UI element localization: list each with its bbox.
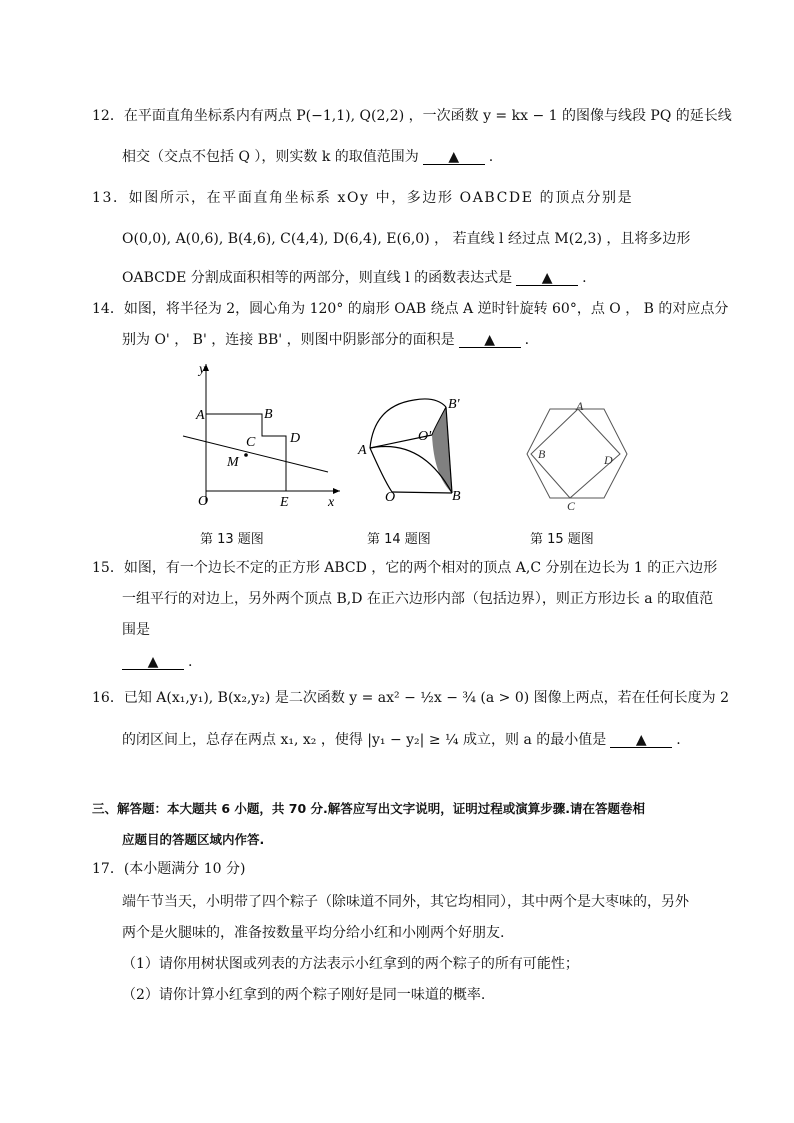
fig15-label-D: D <box>604 453 613 467</box>
q16-answer-blank[interactable]: ▲ <box>610 733 672 748</box>
section3-heading-cont: 应题目的答题区域内作答. <box>122 832 265 847</box>
q12-line2-text: 相交（交点不包括 Q ），则实数 k 的取值范围为 <box>122 149 419 165</box>
fig14-label-B: B <box>452 489 461 504</box>
q16-line2-text: 的闭区间上，总存在两点 x₁, x₂ ，使得 |y₁ − y₂| ≥ ¼ 成立，则 a 的最小值是 <box>122 732 607 748</box>
q12-answer-blank[interactable]: ▲ <box>423 150 485 165</box>
fig13-caption: 第 13 题图 <box>200 532 264 547</box>
fig13-label-M: M <box>227 455 239 470</box>
q16-line2 <box>122 731 681 749</box>
fig13-label-y: y <box>199 362 206 377</box>
q13-line3-text: OABCDE 分割成面积相等的两部分，则直线 l 的函数表达式是 <box>122 270 513 286</box>
q13-line2: O(0,0), A(0,6), B(4,6), C(4,4), D(6,4), E(6,0) ， 若直线 l 经过点 M(2,3) ，且将多边形 <box>122 231 691 247</box>
q12-line2-end: . <box>488 149 494 165</box>
fig13-label-D: D <box>290 431 301 446</box>
fig15-caption: 第 15 题图 <box>530 532 594 547</box>
section3-heading: 三、解答题：本大题共 6 小题，共 70 分.解答应写出文字说明，证明过程或演算步骤.请在答题卷相 <box>92 801 645 816</box>
q15-line2: 一组平行的对边上，另外两个顶点 B,D 在正六边形内部（包括边界），则正方形边长 a 的取值范 <box>122 591 714 607</box>
q13-line1: 13．如图所示，在平面直角坐标系 xOy 中，多边形 OABCDE 的顶点分别是 <box>92 190 634 206</box>
q13-line3 <box>122 269 587 287</box>
figure-15 <box>520 398 632 513</box>
fig15-label-C: C <box>567 499 576 513</box>
figure-13 <box>178 358 348 518</box>
fig13-label-A: A <box>196 408 205 423</box>
fig14-label-O: O <box>385 490 396 505</box>
q16-line1: 16．已知 A(x₁,y₁), B(x₂,y₂) 是二次函数 y = ax² − ½x − ¾ (a > 0) 图像上两点，若在任何长度为 2 <box>92 690 730 706</box>
fig13-label-E: E <box>280 495 289 510</box>
q17-line1: 端午节当天，小明带了四个粽子（除味道不同外，其它均相同），其中两个是大枣味的，另外 <box>122 894 689 910</box>
figure-14 <box>352 388 482 510</box>
q14-answer-blank[interactable]: ▲ <box>459 333 521 348</box>
fig14-label-A: A <box>358 443 367 458</box>
q12-line2 <box>122 148 493 166</box>
q17-line2: 两个是火腿味的，准备按数量平均分给小红和小刚两个好朋友. <box>122 925 505 941</box>
fig14-caption: 第 14 题图 <box>367 532 431 547</box>
q12-line1: 12．在平面直角坐标系内有两点 P(−1,1), Q(2,2) ，一次函数 y = kx − 1 的图像与线段 PQ 的延长线 <box>92 108 732 124</box>
q15-line3: 围是 <box>122 622 150 638</box>
q15-answer-blank[interactable]: ▲ <box>122 655 184 670</box>
q14-line1: 14．如图，将半径为 2，圆心角为 120° 的扇形 OAB 绕点 A 逆时针旋转 60°，点 O ， B 的对应点分 <box>92 301 729 317</box>
q16-line2-end: . <box>676 732 681 748</box>
q17-part1: （1）请你用树状图或列表的方法表示小红拿到的两个粽子的所有可能性； <box>122 956 579 972</box>
q15-line1: 15．如图，有一个边长不定的正方形 ABCD ，它的两个相对的顶点 A,C 分别在边长为 1 的正六边形 <box>92 560 718 576</box>
q13-answer-blank[interactable]: ▲ <box>516 271 578 286</box>
fig14-label-O-prime: O' <box>418 429 432 444</box>
q14-line2-end: . <box>524 332 530 348</box>
fig15-label-B: B <box>538 447 546 461</box>
q14-line2 <box>122 331 529 349</box>
fig15-label-A: A <box>576 399 584 413</box>
q17-header: 17．(本小题满分 10 分) <box>92 861 246 877</box>
fig13-label-B: B <box>264 407 273 422</box>
fig13-label-C: C <box>246 435 256 450</box>
q14-line2-text: 别为 O' ， B' ，连接 BB' ，则图中阴影部分的面积是 <box>122 332 455 348</box>
q15-answer-line <box>122 653 192 671</box>
q15-end: . <box>188 654 193 670</box>
q13-line3-end: . <box>582 270 587 286</box>
q17-part2: （2）请你计算小红拿到的两个粽子刚好是同一味道的概率. <box>122 987 486 1003</box>
fig14-label-B-prime: B' <box>448 397 460 412</box>
fig13-label-O: O <box>198 494 209 509</box>
fig13-label-x: x <box>328 495 335 510</box>
